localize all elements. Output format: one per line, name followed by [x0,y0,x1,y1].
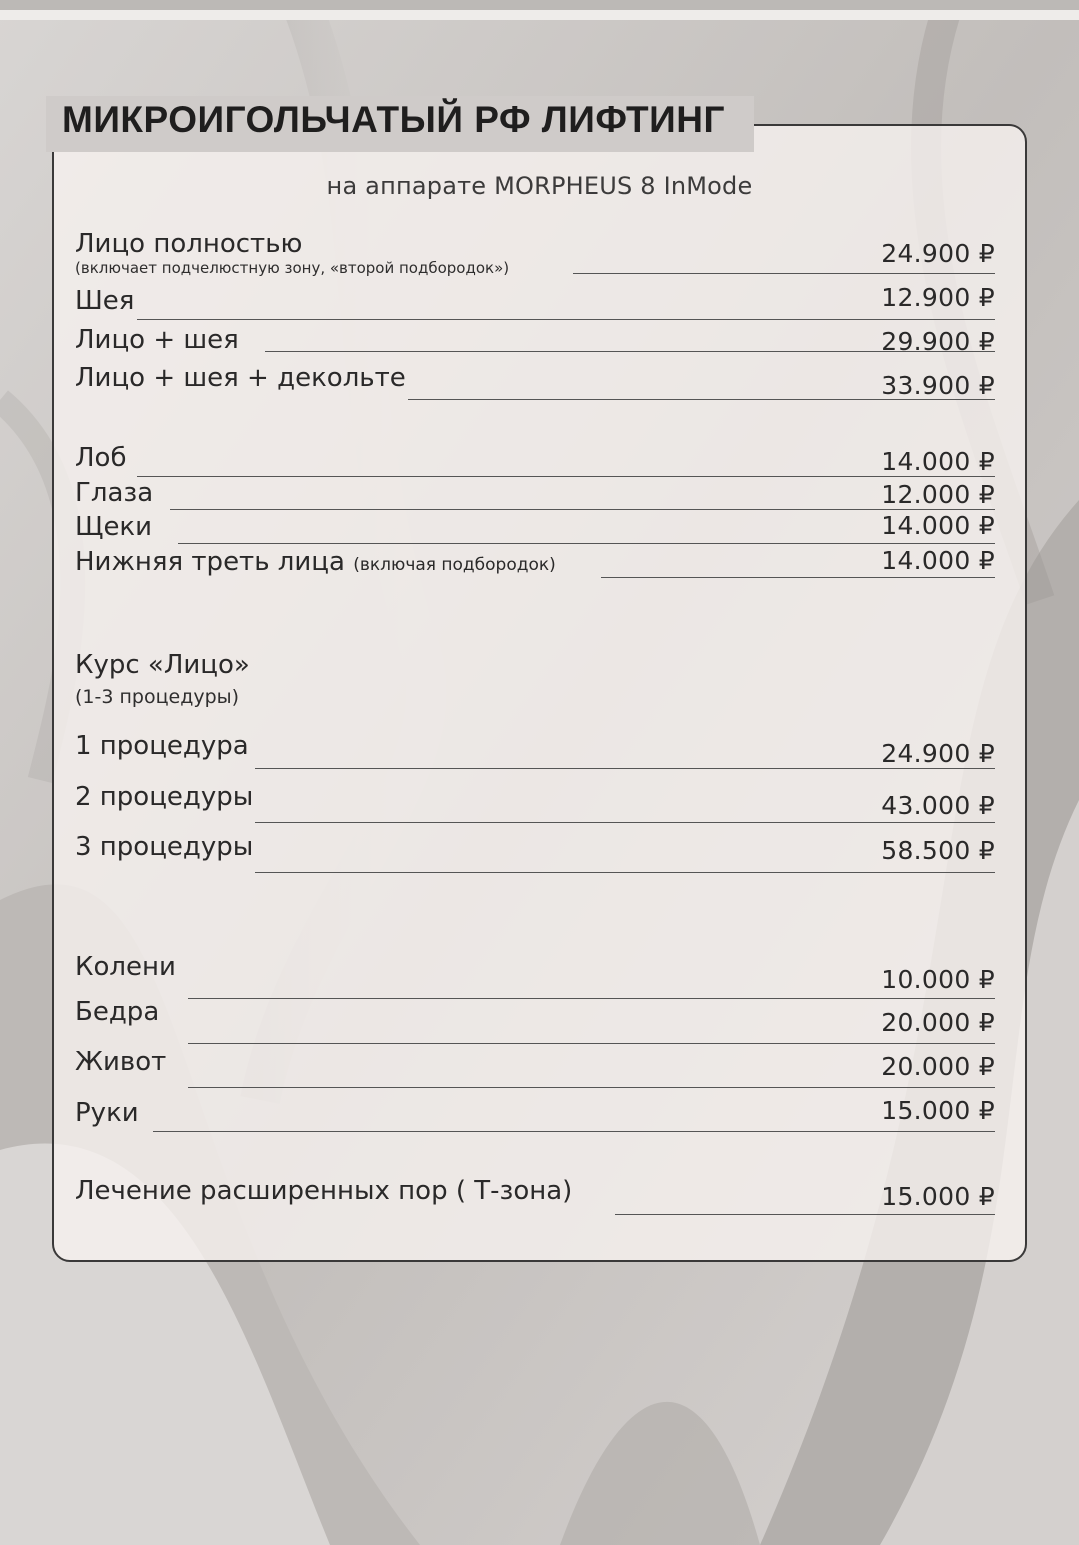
leader-line [615,1214,995,1215]
leader-line [137,319,995,320]
row-label: Лечение расширенных пор ( Т-зона) [75,1176,573,1206]
row-price: 29.900 ₽ [881,327,995,356]
course-title: Курс «Лицо» [75,650,250,680]
price-row-course-3 [75,832,995,876]
row-label: Живот [75,1047,167,1077]
row-price: 14.000 ₽ [881,447,995,476]
row-label: Щеки [75,512,153,542]
row-label: 2 процедуры [75,782,254,812]
price-row-pores [75,1176,995,1220]
leader-line [255,872,995,873]
row-price: 24.900 ₽ [881,739,995,768]
leader-line [170,509,995,510]
leader-line [153,1131,995,1132]
row-price: 12.900 ₽ [881,283,995,312]
row-price: 10.000 ₽ [881,965,995,994]
row-price: 20.000 ₽ [881,1008,995,1037]
row-price: 14.000 ₽ [881,511,995,540]
row-label: Лицо + шея [75,325,239,355]
page-title: МИКРОИГОЛЬЧАТЫЙ РФ ЛИФТИНГ [62,99,725,140]
row-label: 3 процедуры [75,832,254,862]
row-label-note: (включая подбородок) [353,555,556,575]
leader-line [255,768,995,769]
row-price: 15.000 ₽ [881,1096,995,1125]
row-label: Шея [75,286,135,316]
row-price: 43.000 ₽ [881,791,995,820]
row-note: (включает подчелюстную зону, «второй подбородок») [75,259,510,277]
row-label: Руки [75,1098,139,1128]
row-price: 12.000 ₽ [881,480,995,509]
top-strip [0,10,1079,20]
row-price: 58.500 ₽ [881,836,995,865]
leader-line [178,543,995,544]
price-row-belly [75,1047,995,1091]
row-label: Лицо + шея + декольте [75,363,406,393]
row-label-main: Нижняя треть лица [75,547,345,577]
price-row-arms [75,1098,995,1142]
price-row-knees [75,952,995,996]
price-row-course-2 [75,782,995,826]
row-price: 20.000 ₽ [881,1052,995,1081]
row-label: Лицо полностью [75,229,303,259]
top-border [0,0,1079,10]
price-row-lower-third [75,547,995,591]
leader-line [188,1043,995,1044]
row-label: Лоб [75,443,127,473]
row-label: Глаза [75,478,154,508]
price-row-course-1 [75,731,995,775]
price-row-face-neck-decollete [75,363,995,407]
leader-line [188,1087,995,1088]
row-label: Колени [75,952,176,982]
course-note: (1-3 процедуры) [75,686,240,708]
leader-line [573,273,995,274]
subtitle: на аппарате MORPHEUS 8 InMode [326,172,753,200]
leader-line [137,476,995,477]
leader-line [255,822,995,823]
row-label [75,547,556,577]
row-price: 15.000 ₽ [881,1182,995,1211]
row-price: 33.900 ₽ [881,371,995,400]
row-price: 14.000 ₽ [881,546,995,575]
row-label: 1 процедура [75,731,249,761]
row-price: 24.900 ₽ [881,239,995,268]
price-row-hips [75,997,995,1041]
price-row-neck [75,283,995,330]
row-label: Бедра [75,997,160,1027]
leader-line [601,577,995,578]
